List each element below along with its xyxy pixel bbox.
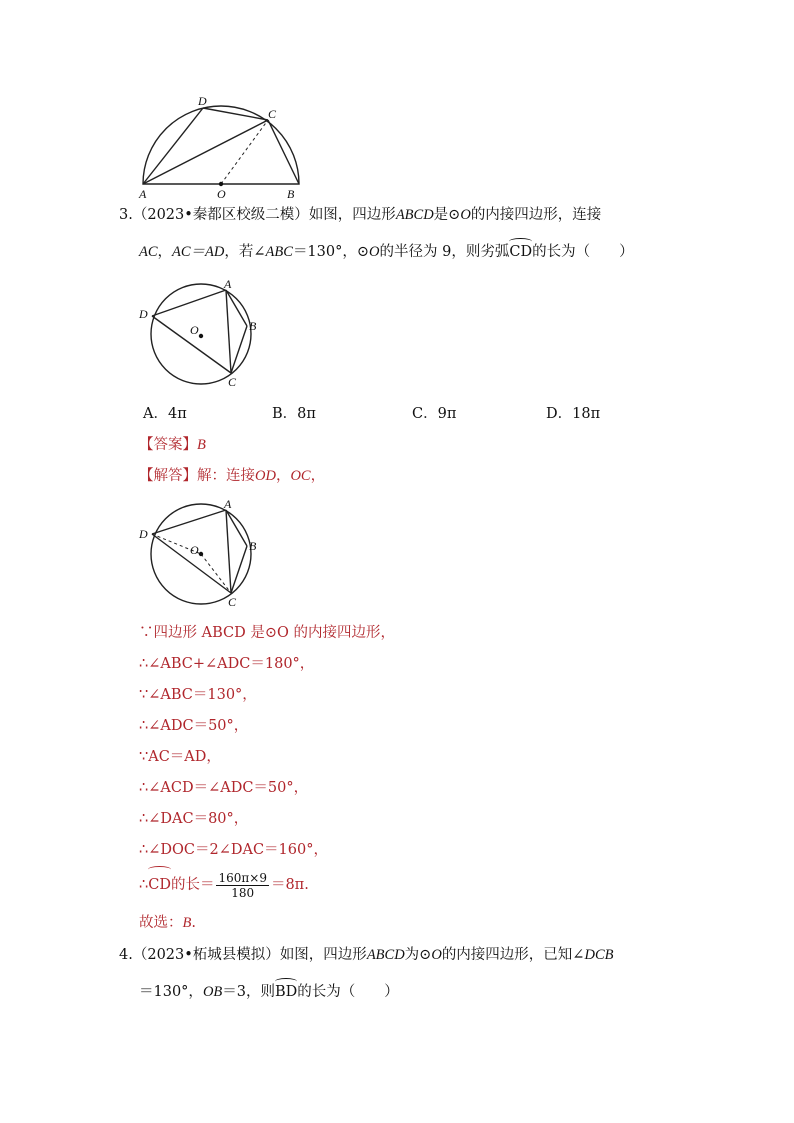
solution-tag: 【解答】 bbox=[139, 468, 197, 484]
sol-label-C: C bbox=[228, 595, 237, 609]
arc-cd-final: CD bbox=[148, 870, 171, 900]
q4-line1: 4.（2023•柘城县模拟）如图，四边形ABCD为⊙O的内接四边形，已知∠DCB bbox=[119, 947, 614, 963]
final-line: ∴CD的长＝ $\frac{160\pi\times 9}{180}$ ＝8π. bbox=[139, 870, 309, 900]
q3-label-A: A bbox=[224, 277, 232, 291]
step-5: ∵AC＝AD， bbox=[139, 749, 221, 765]
option-c: C．9π bbox=[412, 406, 457, 422]
step-4: ∴∠ADC＝50°， bbox=[139, 718, 249, 734]
q3-line2: AC，AC＝AD，若∠ABC＝130°，⊙O的半径为 9，则劣弧CD的长为（ ） bbox=[139, 244, 634, 260]
solution-line: 【解答】解：连接OD，OC， bbox=[139, 468, 326, 484]
label-D: D bbox=[198, 94, 207, 108]
option-a: A．4π bbox=[143, 406, 187, 422]
step-1: ∵四边形 ABCD 是⊙O 的内接四边形， bbox=[139, 625, 395, 641]
step-7: ∴∠DAC＝80°， bbox=[139, 811, 249, 827]
step-2: ∴∠ABC+∠ADC＝180°， bbox=[139, 656, 315, 672]
answer-value: B bbox=[197, 437, 206, 453]
option-d: D．18π bbox=[546, 406, 601, 422]
arc-bd: BD bbox=[275, 984, 298, 1000]
label-A: A bbox=[139, 187, 147, 201]
sol-label-O: O bbox=[190, 543, 199, 557]
label-C: C bbox=[268, 107, 277, 121]
q3-label-D: D bbox=[139, 307, 148, 321]
q4-source: （2023•柘城县模拟） bbox=[132, 947, 280, 963]
q3-number: 3. bbox=[119, 207, 133, 223]
arc-cd: CD bbox=[509, 244, 533, 260]
step-3: ∵∠ABC＝130°， bbox=[139, 687, 257, 703]
q3-source: （2023•秦都区校级二模） bbox=[132, 207, 309, 223]
figure-semicircle bbox=[135, 92, 305, 202]
q3-label-O: O bbox=[190, 323, 199, 337]
q4-line2: ＝130°，OB＝3，则BD的长为（ ） bbox=[139, 984, 399, 1000]
sol-label-A: A bbox=[224, 497, 232, 511]
answer-tag: 【答案】 bbox=[139, 437, 197, 453]
q3-line1: 3.（2023•秦都区校级二模）如图，四边形ABCD是⊙O的内接四边形，连接 bbox=[119, 207, 602, 223]
label-B: B bbox=[287, 187, 295, 201]
q3-label-C: C bbox=[228, 375, 237, 389]
q3-label-B: B bbox=[249, 319, 257, 333]
figure-solution-circle bbox=[134, 496, 264, 610]
choose-line: 故选：B. bbox=[139, 915, 196, 931]
sol-label-B: B bbox=[249, 539, 257, 553]
figure-q3-circle bbox=[134, 276, 264, 396]
answer-line bbox=[139, 435, 206, 455]
step-8: ∴∠DOC＝2∠DAC＝160°， bbox=[139, 842, 328, 858]
step-6: ∴∠ACD＝∠ADC＝50°， bbox=[139, 780, 309, 796]
option-b: B．8π bbox=[272, 406, 316, 422]
label-O: O bbox=[217, 187, 226, 201]
q4-number: 4. bbox=[119, 947, 133, 963]
fraction: $\frac{160\pi\times 9}{180}$ bbox=[218, 870, 267, 900]
sol-label-D: D bbox=[139, 527, 148, 541]
